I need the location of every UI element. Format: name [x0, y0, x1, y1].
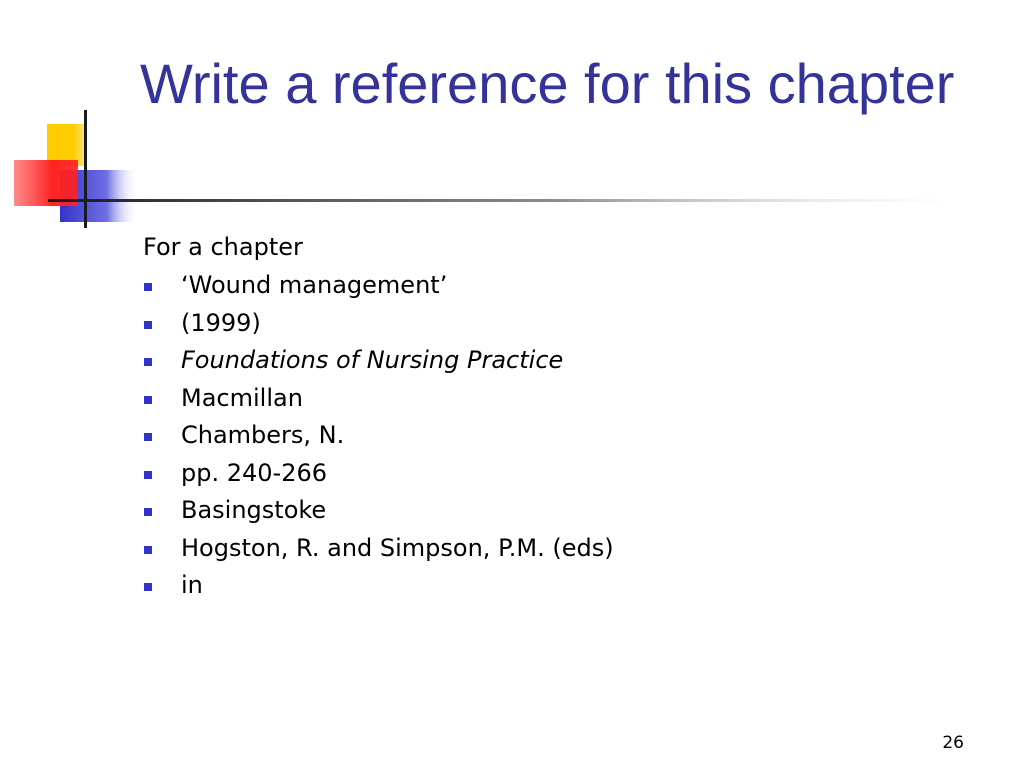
bullet-square-icon: [144, 283, 152, 291]
bullet-item: [143, 305, 963, 343]
bullet-item: [143, 380, 963, 418]
bullet-text: Macmillan: [181, 383, 303, 412]
bullet-text: (1999): [181, 308, 261, 337]
bullet-item: [143, 417, 963, 455]
bullet-item: [143, 342, 963, 380]
bullet-list: [143, 267, 963, 605]
bullet-text: Chambers, N.: [181, 421, 345, 449]
page-number: 26: [942, 733, 964, 753]
title-rule: [48, 199, 968, 202]
bullet-text: pp. 240-266: [181, 458, 328, 487]
bullet-item: [143, 567, 963, 605]
bullet-square-icon: [144, 546, 152, 554]
deco-vertical-line: [84, 110, 87, 228]
bullet-square-icon: [144, 321, 152, 329]
deco-yellow-square: [47, 124, 85, 166]
slide-title: Write a reference for this chapter: [140, 52, 955, 115]
title-decoration: [0, 0, 1024, 240]
deco-red-square: [14, 160, 78, 206]
intro-text: For a chapter: [143, 233, 303, 261]
bullet-square-icon: [144, 358, 152, 366]
bullet-item: [143, 530, 963, 568]
bullet-item: [143, 455, 963, 493]
bullet-text: ‘Wound management’: [181, 271, 448, 299]
bullet-text: in: [181, 571, 203, 599]
bullet-text: Basingstoke: [181, 496, 327, 524]
bullet-square-icon: [144, 508, 152, 516]
bullet-square-icon: [144, 433, 152, 441]
slide-body: [143, 232, 963, 605]
bullet-text: Foundations of Nursing Practice: [181, 346, 564, 374]
bullet-item: [143, 267, 963, 305]
bullet-text: Hogston, R. and Simpson, P.M. (eds): [181, 533, 614, 562]
bullet-square-icon: [144, 396, 152, 404]
bullet-item: [143, 492, 963, 530]
bullet-square-icon: [144, 583, 152, 591]
bullet-square-icon: [144, 471, 152, 479]
deco-blue-square: [60, 170, 138, 222]
